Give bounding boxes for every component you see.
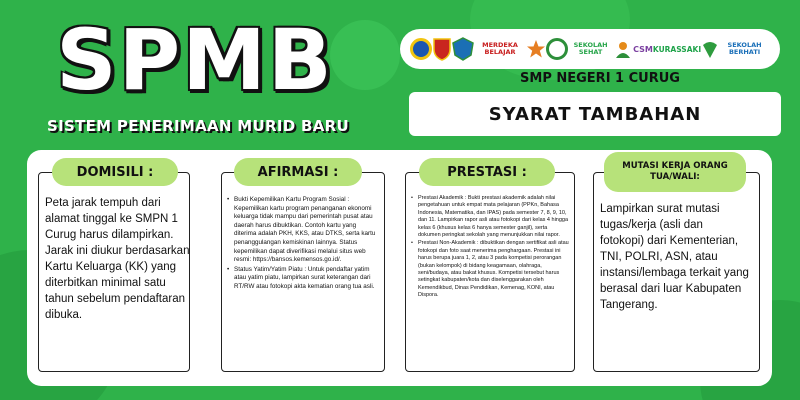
csm-logo: CSM	[633, 44, 653, 54]
sekolah-ramah-anak-logo	[613, 34, 633, 64]
sekolah-hijau-logo	[546, 34, 568, 64]
sekolah-sehat-logo: SEKOLAH SEHAT	[573, 41, 608, 56]
prestasi-item: • Prestasi Non-Akademik : dibuktikan dengan sertifikat asli atau fotokopi dan foto saat menerima penghargaan. Prestasi ini harus berupa juara 1, 2, atau 3 pada kompetisi perorangan (bukan kelompok) di bidang keagamaan, olahraga, seni/budaya, atau bakat khusus. Kompetisi tersebut harus setingkat kabupaten/kota dan diselenggarakan oleh Kemendikbud, Dinas Pendidikan, Kemenag, KONI, atau Dispora.	[411, 240, 571, 299]
afirmasi-list	[227, 196, 377, 293]
mutasi-label: MUTASI KERJA ORANG TUA/WALI:	[604, 152, 746, 192]
domisili-label: DOMISILI :	[52, 158, 178, 186]
main-subtitle: SISTEM PENERIMAAN MURID BARU	[47, 117, 349, 135]
section-title: SYARAT TAMBAHAN	[488, 103, 702, 125]
afirmasi-item: • Status Yatim/Yatim Piatu : Untuk pendaftar yatim atau yatim piatu, lampirkan surat keterangan dari RT/RW atau fotokopi akta kematian orang tua asli.	[227, 266, 377, 292]
afirmasi-item: • Bukti Kepemilikan Kartu Program Sosial : Kepemilikan kartu program penanganan ekonomi keluarga tidak mampu dari pemerintah pusat atau daerah harus dibuktikan. Contoh kartu yang diterima adalah PKH, KKS, atau DTKS, serta kartu penanggulangan kemiskinan lainnya. Status kepemilikan dapat diverifikasi melalui situs web resmi: https://bansos.kemensos.go.id/.	[227, 196, 377, 265]
prestasi-item: • Prestasi Akademik : Bukti prestasi akademik adalah nilai pengetahuan untuk empat mata pelajaran (PPKn, Bahasa Indonesia, Matematika, dan IPAS) pada semester 7, 8, 9, 10, dan 11. Lampirkan rapor asli atau fotokopi dari kelas 4 hingga kelas 6 (khusus kelas 6 hanya semester ganjil), serta dokumen peringkat sekolah yang menunjukkan nilai rapor.	[411, 195, 571, 239]
smp-unggulan-logo	[526, 34, 546, 64]
kurassaki-logo: KURASSAKI	[652, 44, 702, 54]
sekolah-berhati-logo: SEKOLAH BERHATI	[727, 41, 762, 56]
tut-wuri-handayani-logo	[410, 34, 432, 64]
school-crest-logo	[452, 34, 474, 64]
mutasi-text: Lampirkan surat mutasi tugas/kerja (asli dan fotokopi) dari Kementerian, TNI, POLRI, ASN, atau instansi/lembaga terkait yang berasal dari luar Kabupaten Tangerang.	[600, 203, 749, 311]
logo-bar	[400, 29, 780, 69]
afirmasi-label: AFIRMASI :	[234, 158, 362, 186]
bhakti-logo	[701, 34, 719, 64]
prestasi-list	[411, 195, 571, 301]
domisili-text: Peta jarak tempuh dari alamat tinggal ke SMPN 1 Curug harus dilampirkan. Jarak ini diukur berdasarkan Kartu Keluarga (KK) yang diterbitkan minimal satu tahun sebelum pendaftaran dibuka.	[45, 197, 190, 321]
prestasi-label: PRESTASI :	[419, 158, 555, 186]
main-title: SPMB	[56, 11, 334, 109]
regional-crest-logo	[432, 34, 452, 64]
section-title-box	[409, 92, 781, 136]
school-name: SMP NEGERI 1 CURUG	[520, 71, 680, 86]
merdeka-belajar-logo: MERDEKA BELAJAR	[482, 41, 518, 56]
